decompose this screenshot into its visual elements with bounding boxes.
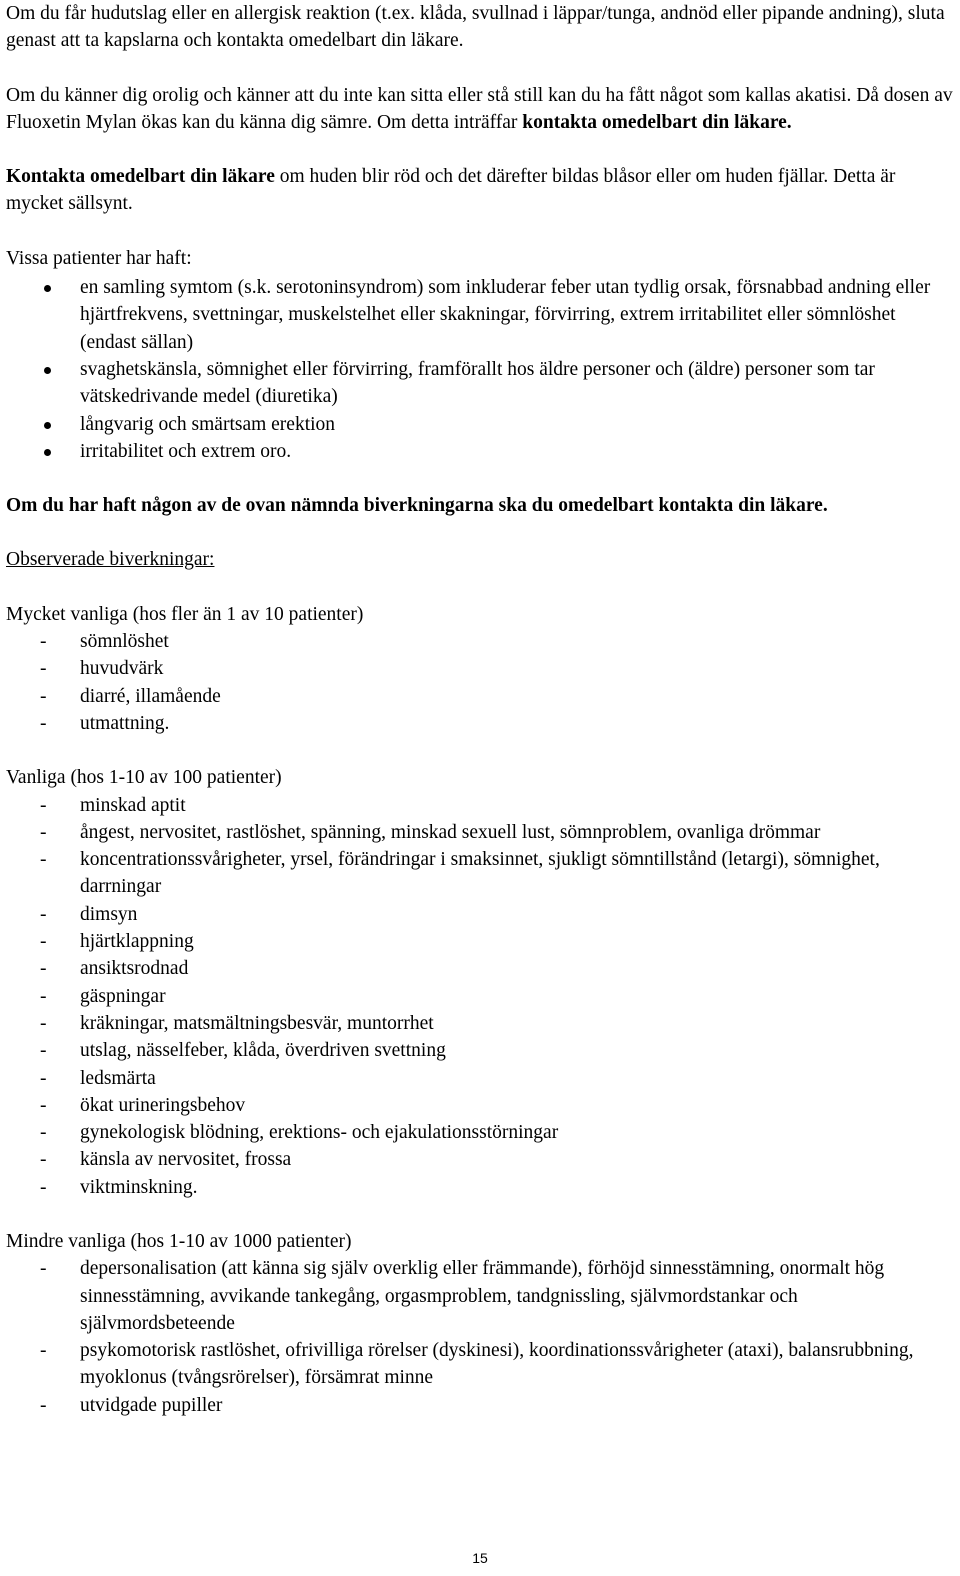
uncommon-heading: Mindre vanliga (hos 1-10 av 1000 patienter): [6, 1230, 352, 1252]
list-item: - utmattning.: [40, 712, 170, 734]
symptom-bullet-list: [6, 274, 956, 465]
contact-doctor-warning: Om du har haft någon av de ovan nämnda biverkningarna ska du omedelbart kontakta din läkare.: [6, 495, 828, 517]
bullet-icon: [44, 422, 51, 429]
akatisi-warning: kontakta omedelbart din läkare.: [522, 111, 792, 133]
list-item: - sömnlöshet: [40, 631, 169, 653]
skin-warning: Kontakta omedelbart din läkare: [6, 166, 275, 188]
akatisi-paragraph: [6, 82, 956, 137]
list-item: - huvudvärk: [40, 658, 164, 680]
page-number: 15: [472, 1550, 488, 1566]
skin-paragraph: [6, 163, 956, 218]
bullet-icon: [44, 449, 51, 456]
list-item: - ångest, nervositet, rastlöshet, spänning, minskad sexuell lust, sömnproblem, ovanliga drömmar: [40, 821, 821, 843]
list-item: - diarré, illamående: [40, 685, 221, 707]
common-list: [6, 792, 956, 1201]
uncommon-list: [6, 1255, 956, 1419]
document-page: [6, 0, 956, 1419]
list-item: - koncentrationssvårigheter, yrsel, förändringar i smaksinnet, sjukligt sömntillstånd (letargi), sömnighet, darrningar: [40, 849, 880, 898]
very-common-list: [6, 628, 956, 737]
list-item: - ökat urineringsbehov: [40, 1094, 246, 1116]
bullet-icon: [44, 285, 51, 292]
list-item: - känsla av nervositet, frossa: [40, 1149, 292, 1171]
list-item: - depersonalisation (att känna sig själv overklig eller främmande), förhöjd sinnesstämning, onormalt hög sinnesstämning, avvikande tankegång, orgasmproblem, tandgnissling, självmordstankar och självmordsbeteende: [40, 1258, 885, 1334]
list-item: långvarig och smärtsam erektion: [6, 411, 956, 438]
list-item: - kräkningar, matsmältningsbesvär, muntorrhet: [40, 1012, 434, 1034]
skin-text: om huden blir röd och det därefter bildas blåsor eller om huden fjällar. Detta är mycket sällsynt.: [6, 166, 896, 215]
allergy-paragraph: Om du får hudutslag eller en allergisk reaktion (t.ex. klåda, svullnad i läppar/tunga, andnöd eller pipande andning), sluta genast att ta kapslarna och kontakta omedelbart din läkare.: [6, 3, 945, 52]
list-item: - viktminskning.: [40, 1176, 198, 1198]
very-common-heading: Mycket vanliga (hos fler än 1 av 10 patienter): [6, 603, 364, 625]
list-item: - ansiktsrodnad: [40, 958, 189, 980]
list-item: svaghetskänsla, sömnighet eller förvirring, framförallt hos äldre personer och (äldre) personer som tar vätskedrivande medel (diuretika): [6, 356, 956, 411]
some-patients-label: Vissa patienter har haft:: [6, 247, 192, 269]
list-item: - minskad aptit: [40, 794, 186, 816]
list-item: - gäspningar: [40, 985, 166, 1007]
list-item: - gynekologisk blödning, erektions- och ejakulationsstörningar: [40, 1122, 559, 1144]
list-item: - utvidgade pupiller: [40, 1394, 223, 1416]
observed-side-effects-heading: Observerade biverkningar:: [6, 549, 215, 571]
list-item: en samling symtom (s.k. serotoninsyndrom) som inkluderar feber utan tydlig orsak, försnabbad andning eller hjärtfrekvens, svettningar, muskelstelhet eller skakningar, förvirring, extrem irritabilitet eller sömnlöshet (endast sällan): [6, 274, 956, 356]
list-item: - utslag, nässelfeber, klåda, överdriven svettning: [40, 1040, 446, 1062]
akatisi-text: Om du känner dig orolig och känner att du inte kan sitta eller stå still kan du ha fått något som kallas akatisi. Då dosen av Fluoxetin Mylan ökas kan du känna dig sämre. Om detta inträffar: [6, 84, 953, 133]
common-heading: Vanliga (hos 1-10 av 100 patienter): [6, 767, 282, 789]
bullet-icon: [44, 367, 51, 374]
list-item: - ledsmärta: [40, 1067, 156, 1089]
list-item: - psykomotorisk rastlöshet, ofrivilliga rörelser (dyskinesi), koordinationssvårigheter (ataxi), balansrubbning, myoklonus (tvångsrörelser), försämrat minne: [40, 1340, 914, 1389]
list-item: irritabilitet och extrem oro.: [6, 438, 956, 465]
list-item: - dimsyn: [40, 903, 138, 925]
list-item: - hjärtklappning: [40, 931, 194, 953]
